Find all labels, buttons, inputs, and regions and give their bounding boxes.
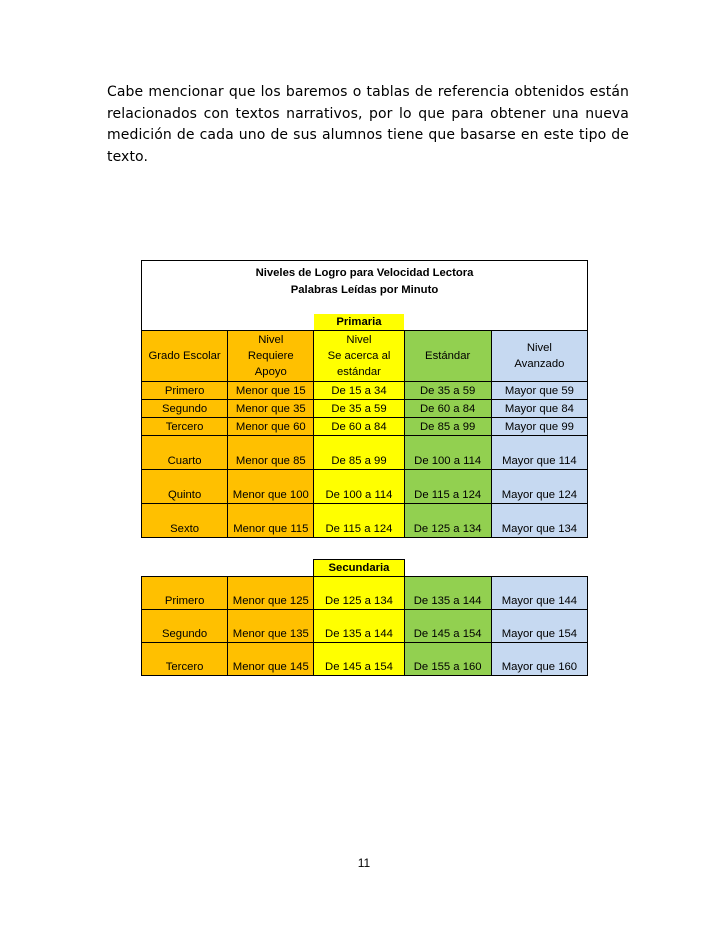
table-row (142, 382, 588, 400)
cell-grado: Cuarto (142, 436, 228, 470)
primaria-header-row (142, 331, 588, 382)
section-spacer (142, 538, 588, 560)
table-row (142, 610, 588, 643)
cell-estandar: De 125 a 134 (404, 504, 491, 538)
header-avanzado-line2: Avanzado (514, 358, 565, 370)
cell-avanzado: Mayor que 59 (491, 382, 587, 400)
header-acerca-line1: Nivel (346, 334, 372, 346)
cell-acerca: De 60 a 84 (314, 418, 404, 436)
cell-acerca: De 100 a 114 (314, 470, 404, 504)
cell-grado: Tercero (142, 418, 228, 436)
cell-acerca: De 115 a 124 (314, 504, 404, 538)
cell-grado: Primero (142, 577, 228, 610)
cell-estandar: De 155 a 160 (404, 643, 491, 676)
table-row (142, 577, 588, 610)
cell-grado: Segundo (142, 610, 228, 643)
header-acerca-line3: estándar (336, 366, 381, 378)
table-title-line1: Niveles de Logro para Velocidad Lectora (142, 261, 588, 282)
cell-avanzado: Mayor que 84 (491, 400, 587, 418)
cell-requiere: Menor que 100 (228, 470, 314, 504)
cell-requiere: Menor que 145 (228, 643, 314, 676)
header-requiere-line1: Nivel (258, 334, 284, 346)
reading-speed-table (141, 260, 588, 676)
table-title-line2: Palabras Leídas por Minuto (142, 281, 588, 298)
cell-estandar: De 35 a 59 (404, 382, 491, 400)
cell-estandar: De 100 a 114 (404, 436, 491, 470)
cell-estandar: De 135 a 144 (404, 577, 491, 610)
cell-requiere: Menor que 35 (228, 400, 314, 418)
table-row (142, 436, 588, 470)
cell-acerca: De 15 a 34 (314, 382, 404, 400)
secundaria-label: Secundaria (314, 560, 404, 577)
cell-avanzado: Mayor que 124 (491, 470, 587, 504)
cell-requiere: Menor que 125 (228, 577, 314, 610)
cell-avanzado: Mayor que 154 (491, 610, 587, 643)
table-row (142, 470, 588, 504)
header-requiere (228, 331, 314, 382)
cell-requiere: Menor que 85 (228, 436, 314, 470)
cell-avanzado: Mayor que 134 (491, 504, 587, 538)
cell-acerca: De 135 a 144 (314, 610, 404, 643)
table-row (142, 418, 588, 436)
header-estandar: Estándar (404, 331, 491, 382)
cell-requiere: Menor que 135 (228, 610, 314, 643)
cell-estandar: De 60 a 84 (404, 400, 491, 418)
header-requiere-line2: Requiere (247, 350, 294, 362)
cell-grado: Tercero (142, 643, 228, 676)
cell-grado: Quinto (142, 470, 228, 504)
cell-requiere: Menor que 115 (228, 504, 314, 538)
cell-grado: Primero (142, 382, 228, 400)
cell-estandar: De 115 a 124 (404, 470, 491, 504)
cell-acerca: De 145 a 154 (314, 643, 404, 676)
header-avanzado-line1: Nivel (526, 342, 552, 354)
intro-paragraph: Cabe mencionar que los baremos o tablas de referencia obtenidos están relacionados con textos narrativos, por lo que para obtener una nueva medición de cada uno de sus alumnos tiene que basarse en este tipo de texto. (107, 84, 629, 165)
cell-avanzado: Mayor que 99 (491, 418, 587, 436)
cell-requiere: Menor que 15 (228, 382, 314, 400)
cell-grado: Sexto (142, 504, 228, 538)
cell-acerca: De 85 a 99 (314, 436, 404, 470)
title-spacer (142, 298, 588, 314)
cell-avanzado: Mayor que 144 (491, 577, 587, 610)
cell-estandar: De 145 a 154 (404, 610, 491, 643)
header-acerca (314, 331, 404, 382)
cell-avanzado: Mayor que 114 (491, 436, 587, 470)
cell-grado: Segundo (142, 400, 228, 418)
cell-acerca: De 35 a 59 (314, 400, 404, 418)
table-row (142, 400, 588, 418)
header-avanzado (491, 331, 587, 382)
header-acerca-line2: Se acerca al (327, 350, 391, 362)
header-grado: Grado Escolar (142, 331, 228, 382)
cell-acerca: De 125 a 134 (314, 577, 404, 610)
cell-requiere: Menor que 60 (228, 418, 314, 436)
cell-avanzado: Mayor que 160 (491, 643, 587, 676)
page-number: 11 (357, 856, 371, 870)
primaria-label: Primaria (314, 314, 404, 331)
table-row (142, 504, 588, 538)
table-row (142, 643, 588, 676)
header-requiere-line3: Apoyo (254, 366, 287, 378)
cell-estandar: De 85 a 99 (404, 418, 491, 436)
